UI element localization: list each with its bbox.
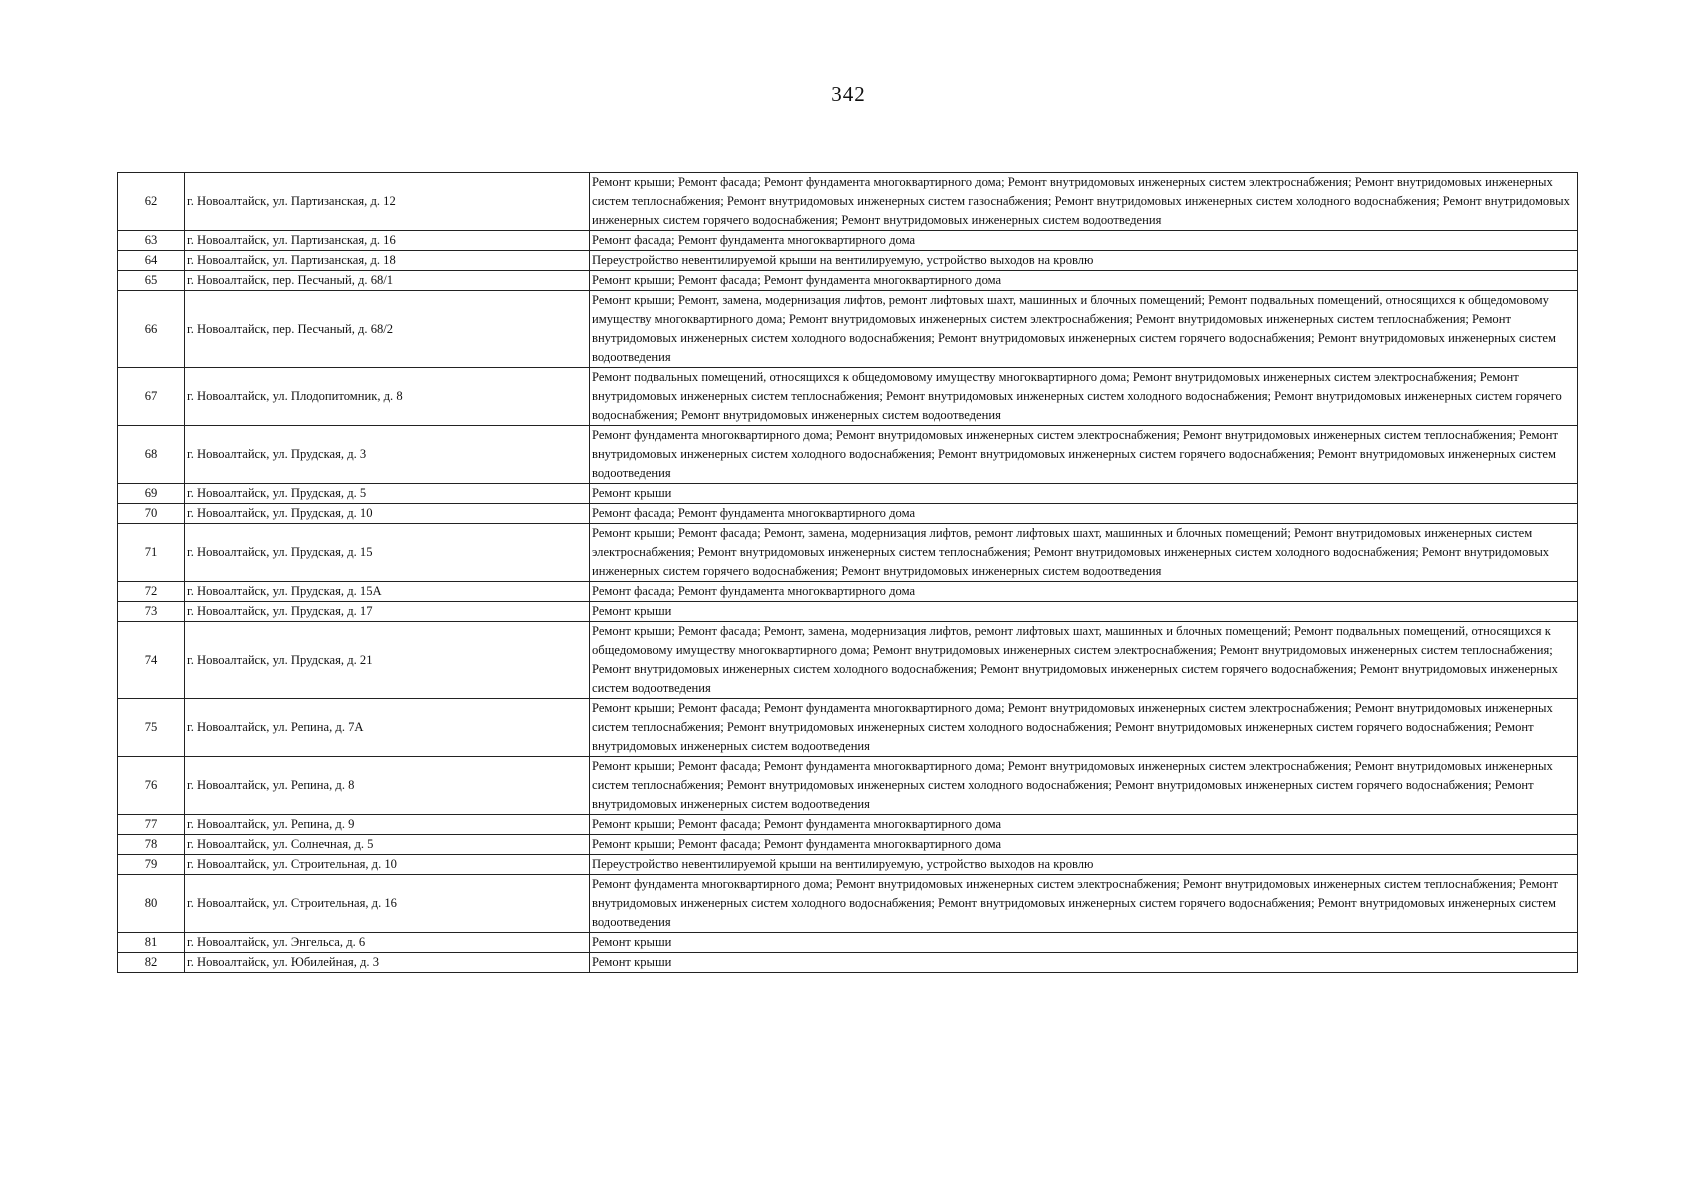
registry-body	[118, 173, 1578, 973]
row-number: 73	[118, 602, 185, 622]
row-address: г. Новоалтайск, ул. Прудская, д. 5	[185, 484, 590, 504]
row-works: Ремонт крыши	[590, 602, 1578, 622]
row-address: г. Новоалтайск, ул. Прудская, д. 17	[185, 602, 590, 622]
table-row	[118, 524, 1578, 582]
table-row	[118, 484, 1578, 504]
row-works: Ремонт крыши	[590, 933, 1578, 953]
row-address: г. Новоалтайск, ул. Прудская, д. 10	[185, 504, 590, 524]
row-works: Ремонт фундамента многоквартирного дома; Ремонт внутридомовых инженерных систем электроснабжения; Ремонт внутридомовых инженерных систем теплоснабжения; Ремонт внутридомовых инженерных систем холодного водоснабжения; Ремонт внутридомовых инженерных систем горячего водоснабжения; Ремонт внутридомовых инженерных систем водоотведения	[590, 426, 1578, 484]
row-works: Ремонт фасада; Ремонт фундамента многоквартирного дома	[590, 231, 1578, 251]
row-address: г. Новоалтайск, ул. Прудская, д. 3	[185, 426, 590, 484]
row-number: 62	[118, 173, 185, 231]
row-address: г. Новоалтайск, ул. Солнечная, д. 5	[185, 835, 590, 855]
row-address: г. Новоалтайск, пер. Песчаный, д. 68/2	[185, 291, 590, 368]
row-works: Ремонт подвальных помещений, относящихся к общедомовому имуществу многоквартирного дома; Ремонт внутридомовых инженерных систем электроснабжения; Ремонт внутридомовых инженерных систем теплоснабжения; Ремонт внутридомовых инженерных систем холодного водоснабжения; Ремонт внутридомовых инженерных систем горячего водоснабжения; Ремонт внутридомовых инженерных систем водоотведения	[590, 368, 1578, 426]
row-works: Ремонт крыши	[590, 484, 1578, 504]
table-row	[118, 231, 1578, 251]
row-number: 63	[118, 231, 185, 251]
row-number: 74	[118, 622, 185, 699]
row-address: г. Новоалтайск, пер. Песчаный, д. 68/1	[185, 271, 590, 291]
row-address: г. Новоалтайск, ул. Репина, д. 7А	[185, 699, 590, 757]
row-number: 68	[118, 426, 185, 484]
row-works: Ремонт крыши; Ремонт фасада; Ремонт, замена, модернизация лифтов, ремонт лифтовых шахт, машинных и блочных помещений; Ремонт подвальных помещений, относящихся к общедомовому имуществу многоквартирного дома; Ремонт внутридомовых инженерных систем электроснабжения; Ремонт внутридомовых инженерных систем теплоснабжения; Ремонт внутридомовых инженерных систем холодного водоснабжения; Ремонт внутридомовых инженерных систем горячего водоснабжения; Ремонт внутридомовых инженерных систем водоотведения	[590, 622, 1578, 699]
row-number: 71	[118, 524, 185, 582]
table-row	[118, 271, 1578, 291]
row-works: Ремонт крыши; Ремонт фасада; Ремонт фундамента многоквартирного дома	[590, 835, 1578, 855]
row-address: г. Новоалтайск, ул. Прудская, д. 15	[185, 524, 590, 582]
row-number: 75	[118, 699, 185, 757]
row-address: г. Новоалтайск, ул. Репина, д. 9	[185, 815, 590, 835]
table-row	[118, 933, 1578, 953]
table-row	[118, 953, 1578, 973]
row-address: г. Новоалтайск, ул. Партизанская, д. 16	[185, 231, 590, 251]
row-number: 77	[118, 815, 185, 835]
table-row	[118, 291, 1578, 368]
row-works: Ремонт крыши; Ремонт фасада; Ремонт фундамента многоквартирного дома	[590, 271, 1578, 291]
row-works: Ремонт фундамента многоквартирного дома; Ремонт внутридомовых инженерных систем электроснабжения; Ремонт внутридомовых инженерных систем теплоснабжения; Ремонт внутридомовых инженерных систем холодного водоснабжения; Ремонт внутридомовых инженерных систем горячего водоснабжения; Ремонт внутридомовых инженерных систем водоотведения	[590, 875, 1578, 933]
row-number: 80	[118, 875, 185, 933]
table-row	[118, 251, 1578, 271]
row-number: 67	[118, 368, 185, 426]
row-address: г. Новоалтайск, ул. Партизанская, д. 12	[185, 173, 590, 231]
table-row	[118, 582, 1578, 602]
row-works: Ремонт крыши; Ремонт фасада; Ремонт, замена, модернизация лифтов, ремонт лифтовых шахт, машинных и блочных помещений; Ремонт внутридомовых инженерных систем электроснабжения; Ремонт внутридомовых инженерных систем теплоснабжения; Ремонт внутридомовых инженерных систем холодного водоснабжения; Ремонт внутридомовых инженерных систем горячего водоснабжения; Ремонт внутридомовых инженерных систем водоотведения	[590, 524, 1578, 582]
row-works: Переустройство невентилируемой крыши на вентилируемую, устройство выходов на кровлю	[590, 251, 1578, 271]
row-address: г. Новоалтайск, ул. Плодопитомник, д. 8	[185, 368, 590, 426]
row-number: 64	[118, 251, 185, 271]
table-row	[118, 602, 1578, 622]
table-row	[118, 835, 1578, 855]
row-number: 82	[118, 953, 185, 973]
table-row	[118, 504, 1578, 524]
row-works: Переустройство невентилируемой крыши на вентилируемую, устройство выходов на кровлю	[590, 855, 1578, 875]
table-row	[118, 757, 1578, 815]
table-row	[118, 426, 1578, 484]
row-number: 72	[118, 582, 185, 602]
row-number: 69	[118, 484, 185, 504]
table-row	[118, 173, 1578, 231]
table-row	[118, 699, 1578, 757]
row-address: г. Новоалтайск, ул. Строительная, д. 10	[185, 855, 590, 875]
row-works: Ремонт крыши	[590, 953, 1578, 973]
table-row	[118, 622, 1578, 699]
row-number: 78	[118, 835, 185, 855]
row-works: Ремонт крыши; Ремонт, замена, модернизация лифтов, ремонт лифтовых шахт, машинных и блочных помещений; Ремонт подвальных помещений, относящихся к общедомовому имуществу многоквартирного дома; Ремонт внутридомовых инженерных систем электроснабжения; Ремонт внутридомовых инженерных систем теплоснабжения; Ремонт внутридомовых инженерных систем холодного водоснабжения; Ремонт внутридомовых инженерных систем горячего водоснабжения; Ремонт внутридомовых инженерных систем водоотведения	[590, 291, 1578, 368]
row-number: 70	[118, 504, 185, 524]
row-address: г. Новоалтайск, ул. Юбилейная, д. 3	[185, 953, 590, 973]
row-number: 81	[118, 933, 185, 953]
row-address: г. Новоалтайск, ул. Прудская, д. 15А	[185, 582, 590, 602]
row-works: Ремонт крыши; Ремонт фасада; Ремонт фундамента многоквартирного дома	[590, 815, 1578, 835]
row-works: Ремонт крыши; Ремонт фасада; Ремонт фундамента многоквартирного дома; Ремонт внутридомовых инженерных систем электроснабжения; Ремонт внутридомовых инженерных систем теплоснабжения; Ремонт внутридомовых инженерных систем газоснабжения; Ремонт внутридомовых инженерных систем холодного водоснабжения; Ремонт внутридомовых инженерных систем горячего водоснабжения; Ремонт внутридомовых инженерных систем водоотведения	[590, 173, 1578, 231]
row-works: Ремонт фасада; Ремонт фундамента многоквартирного дома	[590, 582, 1578, 602]
row-works: Ремонт крыши; Ремонт фасада; Ремонт фундамента многоквартирного дома; Ремонт внутридомовых инженерных систем электроснабжения; Ремонт внутридомовых инженерных систем теплоснабжения; Ремонт внутридомовых инженерных систем холодного водоснабжения; Ремонт внутридомовых инженерных систем горячего водоснабжения; Ремонт внутридомовых инженерных систем водоотведения	[590, 757, 1578, 815]
row-works: Ремонт крыши; Ремонт фасада; Ремонт фундамента многоквартирного дома; Ремонт внутридомовых инженерных систем электроснабжения; Ремонт внутридомовых инженерных систем теплоснабжения; Ремонт внутридомовых инженерных систем холодного водоснабжения; Ремонт внутридомовых инженерных систем горячего водоснабжения; Ремонт внутридомовых инженерных систем водоотведения	[590, 699, 1578, 757]
page-number: 342	[831, 82, 866, 106]
row-number: 66	[118, 291, 185, 368]
row-address: г. Новоалтайск, ул. Партизанская, д. 18	[185, 251, 590, 271]
table-row	[118, 815, 1578, 835]
repair-registry-table	[117, 172, 1578, 973]
row-works: Ремонт фасада; Ремонт фундамента многоквартирного дома	[590, 504, 1578, 524]
row-number: 65	[118, 271, 185, 291]
row-address: г. Новоалтайск, ул. Прудская, д. 21	[185, 622, 590, 699]
row-address: г. Новоалтайск, ул. Репина, д. 8	[185, 757, 590, 815]
row-number: 79	[118, 855, 185, 875]
table-row	[118, 855, 1578, 875]
table-row	[118, 875, 1578, 933]
table-row	[118, 368, 1578, 426]
row-address: г. Новоалтайск, ул. Строительная, д. 16	[185, 875, 590, 933]
row-address: г. Новоалтайск, ул. Энгельса, д. 6	[185, 933, 590, 953]
row-number: 76	[118, 757, 185, 815]
